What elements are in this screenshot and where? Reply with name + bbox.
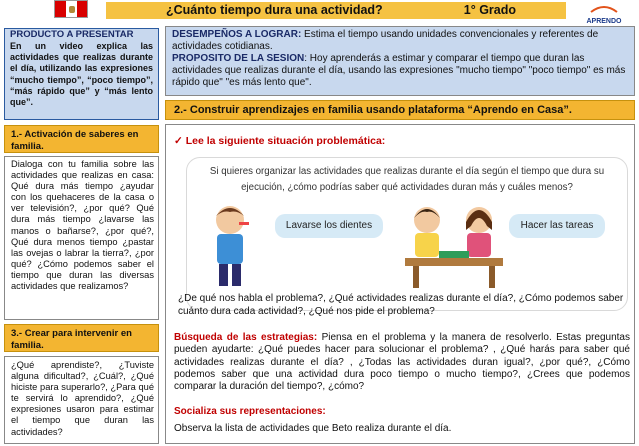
grade-label: 1° Grado: [463, 3, 516, 17]
desempeno-box: [165, 26, 635, 96]
socialize-heading: Socializa sus representaciones:: [174, 406, 326, 417]
strategy-label: Búsqueda de las estrategias:: [174, 332, 318, 343]
problem-questions: ¿De qué nos habla el problema?, ¿Qué actividades realizas durante el día?, ¿Cómo podemos saber cuánto dura cada actividad?, ¿Qué nos pide el problema?: [178, 293, 624, 317]
proposito-text: : Hoy aprenderás a estimar y comparar el tiempo que duran las actividades que realizas durante el día, usando las expresiones "mucho tiempo" "poco tiempo" es más rápido que" "es más lento que".: [172, 53, 626, 88]
section-1-label: 1.- Activación de saberes en familia.: [4, 125, 159, 153]
boy-brushing-teeth-illustration: [205, 202, 255, 292]
logo-text: APRENDO: [586, 18, 622, 25]
producto-heading: PRODUCTO A PRESENTAR: [10, 29, 134, 40]
section-1-text: Dialoga con tu familia sobre las actividades que realizas en casa: Qué dura más tiempo ¿ayudar con los quehaceres de la casa o ver televisión?, ¿por qué? Qué dura más tiempo ¿lavarse las manos o bañarse?, ¿por qué?, Qué dura menos tiempo ¿pastar las ovejas o labrar la tierra?, ¿por qué? ¿Cómo podemos saber el tiempo que duran las diversas actividades que realizamos?: [4, 156, 159, 320]
observe-text: Observa la lista de actividades que Beto realiza durante el día.: [174, 423, 452, 434]
peru-flag-icon: [54, 0, 88, 18]
section-2-label: 2.- Construir aprendizajes en familia usando plataforma “Aprendo en Casa”.: [165, 100, 635, 120]
read-instruction-text: Lee la siguiente situación problemática:: [185, 135, 386, 147]
section-3-label: 3.- Crear para intervenir en familia.: [4, 324, 159, 352]
strategy-text: Piensa en el problema y la manera de resolverlo. Estas preguntas pueden ayudarte: ¿Qué puedes hacer para solucionar el problema? , ¿Qué harás para saber qué actividades realizas durante el día? , ¿Todas las actividades duran igual?, ¿por qué?, ¿Cómo podemos saber que una actividad dura poco tiempo o mucho tiempo?, ¿Crees que podemos comparar la duración del tiempo?, ¿cómo?: [174, 332, 630, 393]
main-content: [165, 124, 635, 444]
page-title: ¿Cuánto tiempo dura una actividad?: [166, 3, 383, 17]
producto-text: En un video explica las actividades que realizas durante el día, utilizando las expresiones “mucho tiempo”, “poco tiempo”, “más rápido que” y “más lento que”.: [10, 41, 153, 108]
desempeno-label: DESEMPEÑOS A LOGRAR:: [172, 29, 302, 40]
producto-box: [4, 28, 159, 120]
situation-illustration: [186, 157, 628, 311]
title-bar: [106, 2, 566, 19]
situation-text: Si quieres organizar las actividades que realizas durante el día según el tiempo que dura su ejecución, ¿cómo podrías saber qué actividades duran más y cuáles menos?: [209, 166, 605, 193]
strategy-search: [174, 332, 630, 393]
section-3-text: ¿Qué aprendiste?, ¿Tuviste alguna dificultad?, ¿Cuál?, ¿Qué hiciste para superarlo?, ¿Para qué te servirá lo aprendido?, ¿Qué expresiones usaron para estimar el tiempo que duran las actividades?: [4, 356, 159, 444]
proposito-label: PROPOSITO DE LA SESION: [172, 53, 305, 64]
desempeno-text: Estima el tiempo usando unidades convencionales y referentes de actividades cotidianas.: [172, 29, 599, 52]
kids-doing-homework-illustration: [399, 196, 509, 292]
aprendo-logo: [578, 0, 630, 25]
read-instruction: [174, 135, 385, 147]
bubble-homework: Hacer las tareas: [509, 214, 605, 238]
check-icon: ✓: [174, 135, 183, 147]
bubble-brush-teeth: Lavarse los dientes: [275, 214, 383, 238]
